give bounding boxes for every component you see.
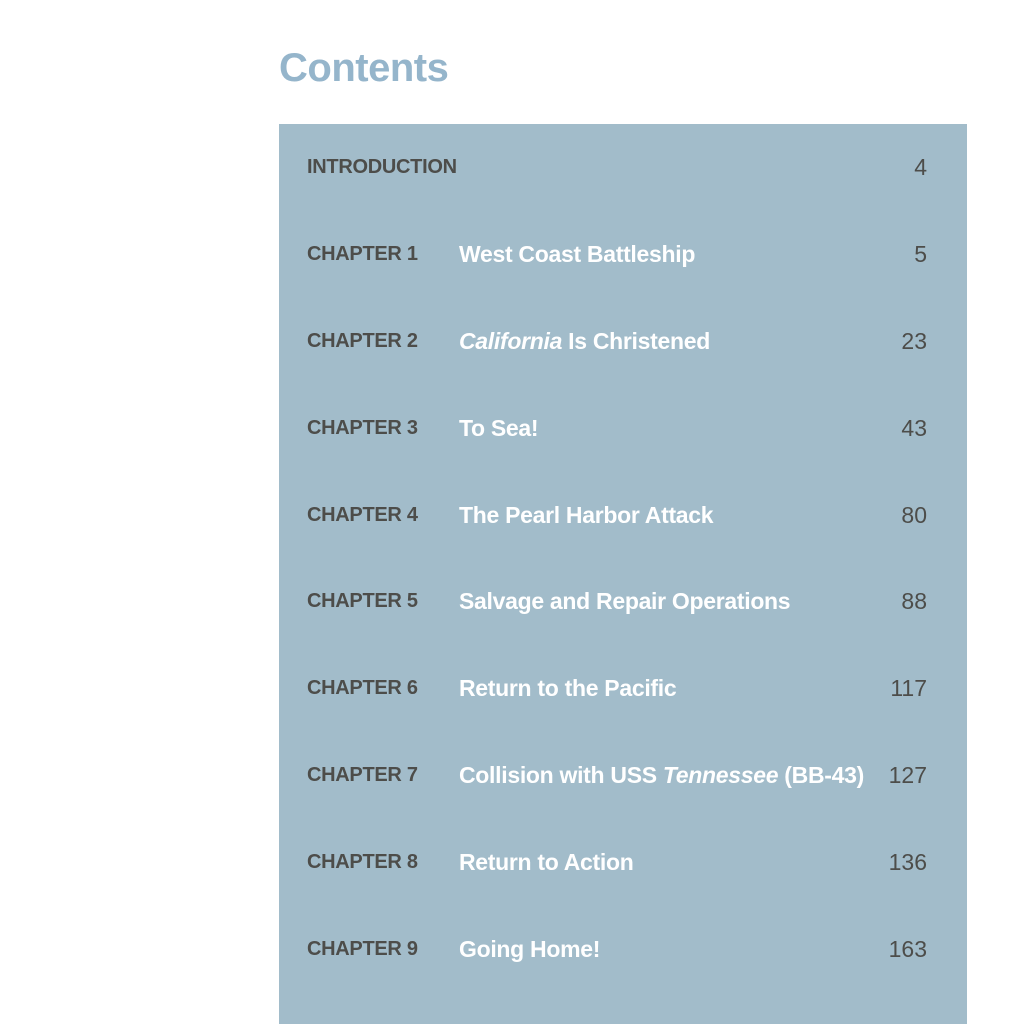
chapter-label: CHAPTER 6: [307, 677, 418, 700]
chapter-label: CHAPTER 7: [307, 764, 418, 787]
chapter-title: To Sea!: [459, 414, 539, 441]
page-number: 163: [888, 935, 927, 962]
chapter-title: California Is Christened: [459, 327, 710, 354]
toc-row-chapter-8: [307, 819, 927, 906]
chapter-label: INTRODUCTION: [307, 155, 457, 178]
page-number: 136: [888, 849, 927, 876]
page-number: 43: [901, 414, 927, 441]
chapter-label: CHAPTER 9: [307, 937, 418, 960]
chapter-label: CHAPTER 3: [307, 416, 418, 439]
page-number: 127: [888, 762, 927, 789]
toc-row-chapter-6: [307, 645, 927, 732]
chapter-label: CHAPTER 2: [307, 329, 418, 352]
chapter-title: West Coast Battleship: [459, 240, 696, 267]
toc-row-chapter-5: [307, 558, 927, 645]
chapter-title: Salvage and Repair Operations: [459, 588, 791, 615]
toc-row-chapter-9: [307, 906, 927, 993]
chapter-label: CHAPTER 1: [307, 242, 418, 265]
chapter-label: CHAPTER 8: [307, 851, 418, 874]
toc-row-introduction: [307, 124, 927, 211]
chapter-title: Going Home!: [459, 935, 601, 962]
chapter-title: The Pearl Harbor Attack: [459, 501, 714, 528]
page-number: 88: [901, 588, 927, 615]
page-number: 23: [901, 327, 927, 354]
page-number: 80: [901, 501, 927, 528]
toc-row-chapter-7: [307, 732, 927, 819]
toc-panel: [279, 124, 967, 1024]
page-title: Contents: [279, 46, 449, 90]
toc-row-chapter-2: [307, 298, 927, 385]
page-number: 4: [914, 153, 927, 180]
toc-row-chapter-3: [307, 385, 927, 472]
page-number: 117: [890, 675, 927, 702]
chapter-title: Collision with USS Tennessee (BB-43): [459, 762, 864, 789]
toc-row-chapter-4: [307, 472, 927, 559]
page-number: 5: [914, 240, 927, 267]
chapter-label: CHAPTER 5: [307, 590, 418, 613]
chapter-label: CHAPTER 4: [307, 503, 418, 526]
chapter-title: Return to Action: [459, 849, 634, 876]
toc-row-chapter-1: [307, 211, 927, 298]
chapter-title: Return to the Pacific: [459, 675, 677, 702]
